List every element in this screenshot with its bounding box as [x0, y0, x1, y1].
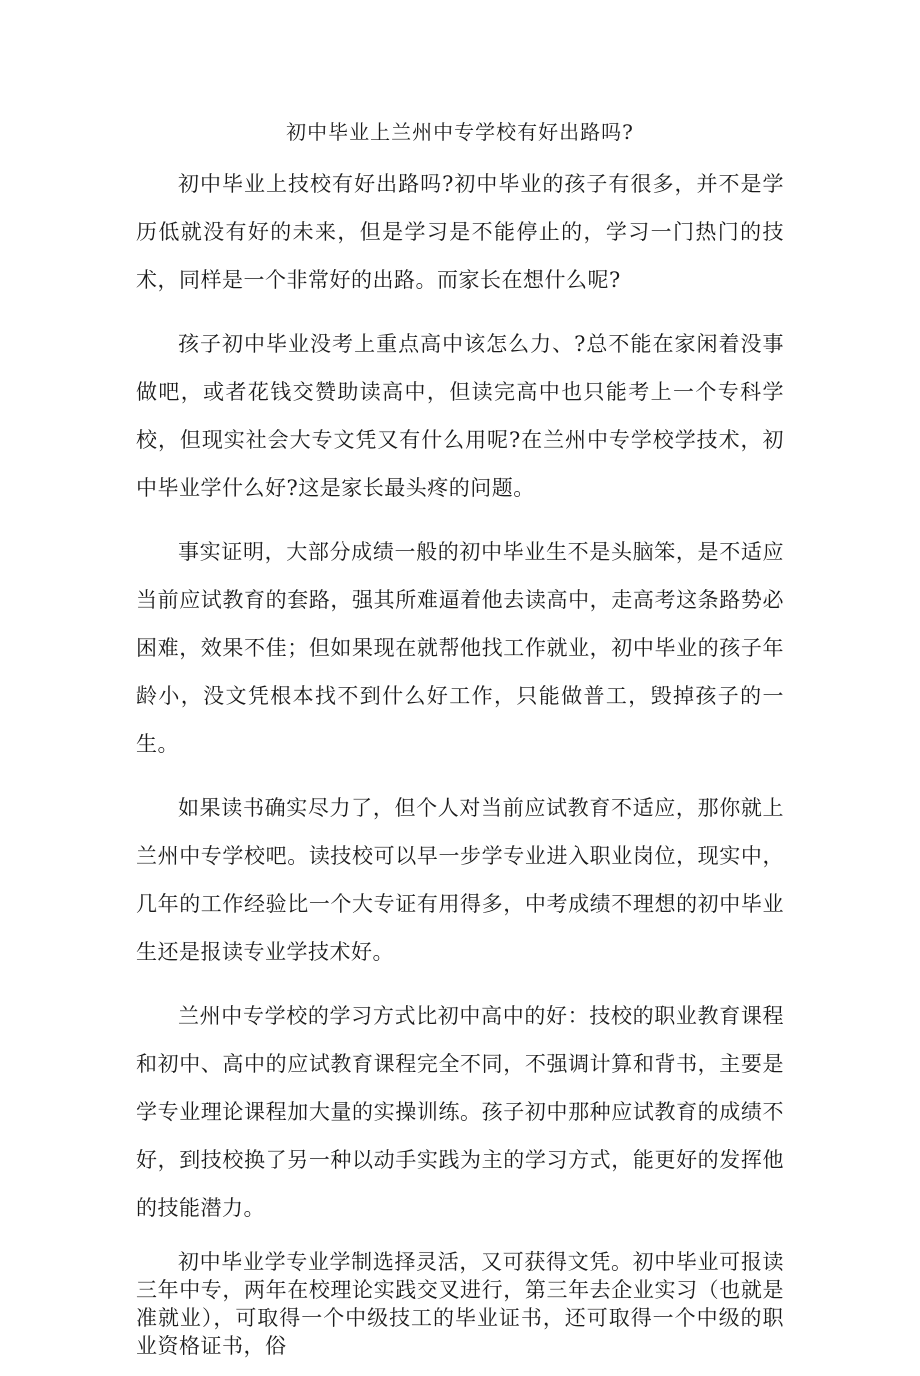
paragraph-5: 兰州中专学校的学习方式比初中高中的好：技校的职业教育课程和初中、高中的应试教育课程完全不同，不强调计算和背书，主要是学专业理论课程加大量的实操训练。孩子初中那种应试教育的成绩不好，到技校换了另一种以动手实践为主的学习方式，能更好的发挥他的技能潜力。 — [136, 1004, 784, 1220]
paragraph-4: 如果读书确实尽力了，但个人对当前应试教育不适应，那你就上兰州中专学校吧。读技校可以早一步学专业进入职业岗位，现实中，几年的工作经验比一个大专证有用得多，中考成绩不理想的初中毕业生还是报读专业学技术好。 — [136, 796, 784, 964]
document-body — [136, 160, 784, 1376]
paragraph-2: 孩子初中毕业没考上重点高中该怎么力、?总不能在家闲着没事做吧，或者花钱交赞助读高中，但读完高中也只能考上一个专科学校，但现实社会大专文凭又有什么用呢?在兰州中专学校学技术，初中毕业学什么好?这是家长最头疼的问题。 — [136, 332, 784, 500]
paragraph-6: 初中毕业学专业学制选择灵活，又可获得文凭。初中毕业可报读三年中专，两年在校理论实践交叉进行，第三年去企业实习（也就是准就业），可取得一个中级技工的毕业证书，还可取得一个中级的职业资格证书，俗 — [136, 1250, 784, 1358]
paragraph-3: 事实证明，大部分成绩一般的初中毕业生不是头脑笨，是不适应当前应试教育的套路，强其所难逼着他去读高中，走高考这条路势必困难，效果不佳；但如果现在就帮他找工作就业，初中毕业的孩子年龄小，没文凭根本找不到什么好工作，只能做普工，毁掉孩子的一生。 — [136, 540, 784, 756]
document-title: 初中毕业上兰州中专学校有好出路吗? — [286, 120, 634, 144]
paragraph-1: 初中毕业上技校有好出路吗?初中毕业的孩子有很多，并不是学历低就没有好的未来，但是学习是不能停止的，学习一门热门的技术，同样是一个非常好的出路。而家长在想什么呢? — [136, 172, 784, 292]
